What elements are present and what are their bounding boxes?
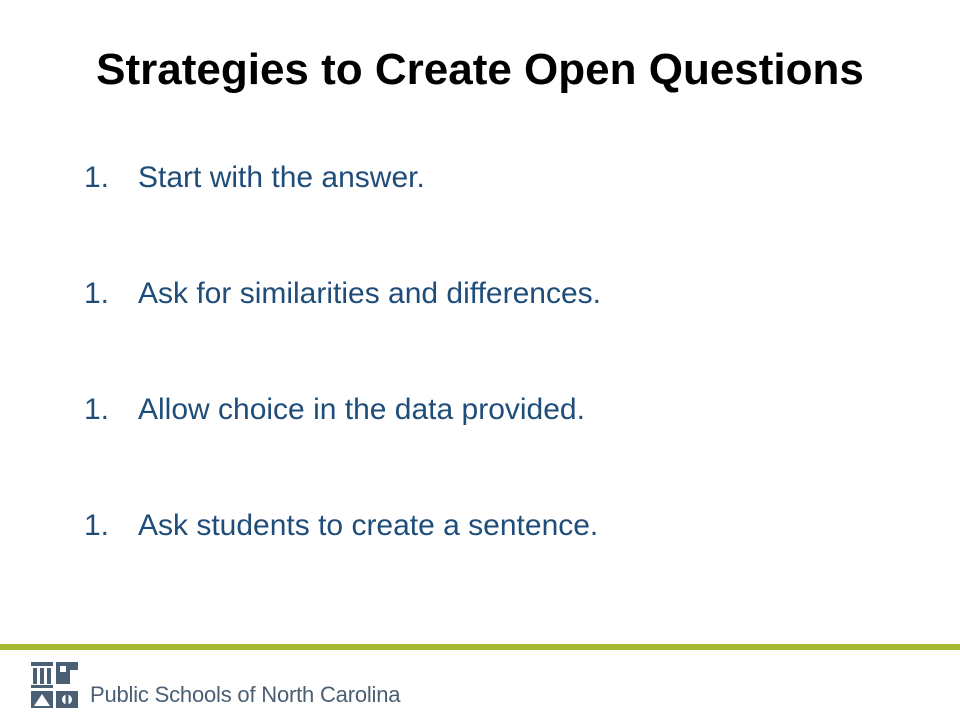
list-item-text: Allow choice in the data provided. (138, 393, 585, 426)
list-item-text: Start with the answer. (138, 161, 425, 194)
slide-title: Strategies to Create Open Questions (96, 45, 864, 94)
list-item-number: 1. (84, 277, 110, 310)
list-item (84, 382, 601, 498)
list-item (84, 498, 601, 614)
list-item (84, 150, 601, 266)
list-item (84, 266, 601, 382)
list-item-number: 1. (84, 161, 110, 194)
strategy-list (84, 150, 601, 614)
footer (30, 660, 400, 710)
list-item-text: Ask for similarities and differences. (138, 277, 601, 310)
list-item-text: Ask students to create a sentence. (138, 509, 599, 542)
nc-schools-logo-icon (30, 660, 80, 710)
list-item-number: 1. (84, 509, 110, 542)
footer-divider (0, 644, 960, 650)
list-item-number: 1. (84, 393, 110, 426)
footer-organization: Public Schools of North Carolina (90, 682, 401, 707)
